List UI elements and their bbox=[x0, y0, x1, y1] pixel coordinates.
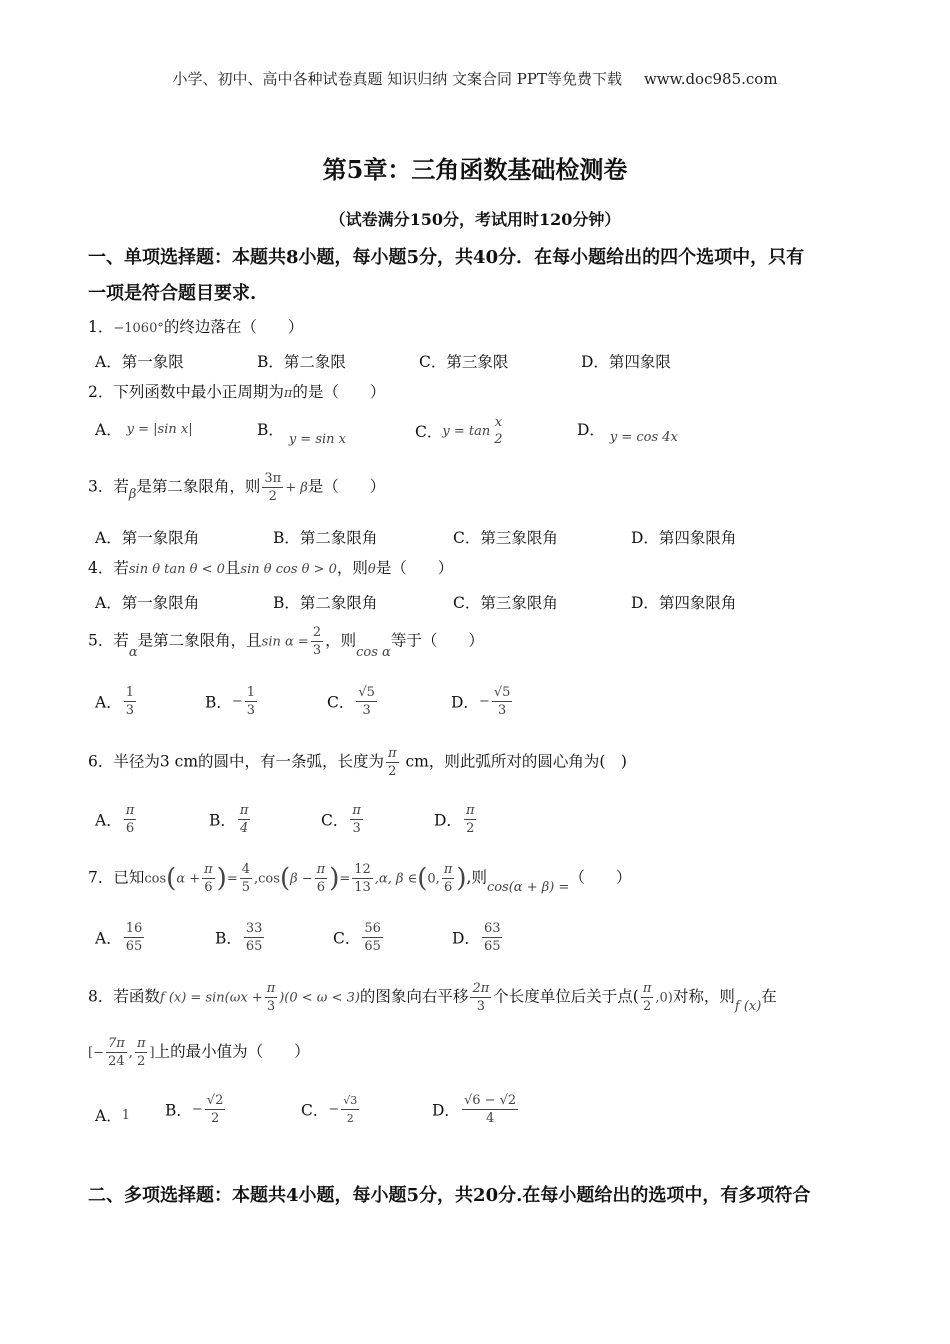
section-2-heading bbox=[88, 1178, 868, 1214]
q5-option-d[interactable]: D．− $\frac{√5}{3}$ bbox=[451, 685, 511, 718]
q8-option-b[interactable]: B．− $\frac{√2}{2}$ bbox=[165, 1093, 224, 1126]
q5-prefix: 5．若 bbox=[88, 631, 129, 650]
section-1-heading bbox=[88, 240, 868, 312]
question-7: 7．已知cos(α + $\frac{\pi}{6}$ )= $\frac{4}{5}$ ,cos(β − $\frac{\pi}{6}$ )= $\frac{12}{13}$ ,α, β ∈(0, $\frac{\pi}{6}$ ),则$_{cos(\alpha + \beta) =}$（ ） bbox=[88, 862, 632, 895]
q3-prefix: 3．若 bbox=[88, 477, 129, 496]
question-1 bbox=[88, 316, 303, 340]
q1-text: 的终边落在（ ） bbox=[163, 318, 304, 336]
q2-prefix: 2．下列函数中最小正周期为 bbox=[88, 383, 284, 401]
q5-option-b[interactable]: B．− $\frac{1}{3}$ bbox=[205, 685, 256, 718]
question-4: 4．若sin θ tan θ < 0且sin θ cos θ > 0，则θ是（ ） bbox=[88, 559, 454, 577]
q2-option-c[interactable]: C．y = tan x 2 bbox=[415, 415, 503, 447]
page-header bbox=[0, 68, 950, 89]
page-subtitle: （试卷满分150分，考试用时120分钟） bbox=[329, 210, 621, 229]
question-2 bbox=[88, 381, 385, 405]
q8-option-c[interactable]: C．− $\frac{√3}{2}$ bbox=[301, 1094, 358, 1125]
q7-option-b[interactable]: B． $\frac{33}{65}$ bbox=[215, 921, 263, 954]
q3-fraction: $\frac{3\pi}{2}$ bbox=[264, 471, 282, 504]
q2-b-math: y = sin x bbox=[288, 432, 346, 447]
header-site[interactable]: www.doc985.com bbox=[643, 70, 778, 88]
q5-option-c[interactable]: C． $\frac{√5}{3}$ bbox=[327, 685, 375, 718]
q8-prefix: 8．若函数 bbox=[88, 987, 160, 1006]
q2-a-math: y = |sin x| bbox=[126, 422, 193, 437]
q4-option-c[interactable]: C．第三象限角 bbox=[453, 594, 558, 612]
q7-option-c[interactable]: C． $\frac{56}{65}$ bbox=[333, 921, 381, 954]
q6-option-c[interactable]: C． $\frac{\pi}{3}$ bbox=[321, 803, 361, 836]
q6-prefix: 6．半径为3 cm的圆中，有一条弧，长度为 bbox=[88, 752, 385, 771]
q4-prefix: 4．若 bbox=[88, 559, 129, 577]
q1-math: −1060° bbox=[113, 321, 164, 336]
question-5: 5．若$_\alpha$是第二象限角，且sin α = $\frac{2}{3}$ ，则$_{cos \alpha}$等于（ ） bbox=[88, 625, 484, 660]
q1-number: 1． bbox=[88, 318, 114, 336]
q5-option-a[interactable]: A． $\frac{1}{3}$ bbox=[95, 685, 134, 718]
q4-option-d[interactable]: D．第四象限角 bbox=[631, 594, 737, 612]
question-6: 6．半径为3 cm的圆中，有一条弧，长度为 $\frac{\pi}{2}$ cm，则此弧所对的圆心角为( ) bbox=[88, 746, 627, 779]
q3-option-a[interactable]: A．第一象限角 bbox=[95, 529, 200, 547]
q4-option-b[interactable]: B．第二象限角 bbox=[273, 594, 378, 612]
q6-option-d[interactable]: D． $\frac{\pi}{2}$ bbox=[434, 803, 475, 836]
q7-option-a[interactable]: A． $\frac{16}{65}$ bbox=[95, 921, 143, 954]
page-title: 第5章：三角函数基础检测卷 bbox=[322, 155, 628, 184]
question-3: 3．若$_\beta$是第二象限角，则 $\frac{3\pi}{2}$ + β是（ ） bbox=[88, 471, 386, 504]
q1-option-a[interactable]: A．第一象限 bbox=[95, 353, 184, 371]
q3-option-c[interactable]: C．第三象限角 bbox=[453, 529, 558, 547]
q2-pi: π bbox=[283, 386, 293, 401]
q6-option-b[interactable]: B． $\frac{\pi}{4}$ bbox=[209, 803, 249, 836]
q1-option-b[interactable]: B．第二象限 bbox=[257, 353, 346, 371]
q2-text: 的是（ ） bbox=[292, 383, 386, 401]
q4-option-a[interactable]: A．第一象限角 bbox=[95, 594, 200, 612]
q2-option-d[interactable]: D． $_{y = cos 4x}$ bbox=[577, 421, 678, 445]
section-1-line-1: 一、单项选择题：本题共8小题，每小题5分，共40分．在每小题给出的四个选项中，只有 bbox=[88, 247, 805, 268]
q7-prefix: 7．已知 bbox=[88, 868, 145, 887]
q8-option-d[interactable]: D． $\frac{√6 - √2}{4}$ bbox=[432, 1093, 517, 1126]
q7-option-d[interactable]: D． $\frac{63}{65}$ bbox=[452, 921, 501, 954]
q2-c-math: y = tan bbox=[442, 424, 491, 439]
question-8: 8．若函数f (x) = sin(ωx + $\frac{\pi}{3}$ )(0 < ω < 3)的图象向右平移 $\frac{2\pi}{3}$ 个长度单位后关于点( $\frac{\pi}{2}$ ,0)对称，则$_{f (x)}$在 bbox=[88, 981, 777, 1014]
question-8-line-2: [− $\frac{7\pi}{24}$ , $\frac{\pi}{2}$ ]上的最小值为（ ） bbox=[88, 1036, 310, 1069]
header-text: 小学、初中、高中各种试卷真题 知识归纳 文案合同 PPT等免费下载 bbox=[172, 70, 622, 88]
q1-option-d[interactable]: D．第四象限 bbox=[581, 353, 671, 371]
q2-option-a[interactable]: A． y = |sin x| bbox=[95, 421, 193, 439]
q3-option-b[interactable]: B．第二象限角 bbox=[273, 529, 378, 547]
q1-option-c[interactable]: C．第三象限 bbox=[419, 353, 509, 371]
section-2-line-1: 二、多项选择题：本题共4小题，每小题5分，共20分.在每小题给出的选项中，有多项符合 bbox=[88, 1185, 811, 1206]
section-1-line-2: 一项是符合题目要求. bbox=[88, 283, 257, 304]
q8-option-a[interactable]: A．1 bbox=[95, 1107, 130, 1125]
q3-option-d[interactable]: D．第四象限角 bbox=[631, 529, 737, 547]
q2-d-math: y = cos 4x bbox=[609, 430, 678, 445]
q2-option-b[interactable]: B． $_{y = sin x}$ bbox=[257, 421, 346, 447]
q3-beta: β bbox=[128, 486, 137, 502]
q6-option-a[interactable]: A． $\frac{\pi}{6}$ bbox=[95, 803, 135, 836]
